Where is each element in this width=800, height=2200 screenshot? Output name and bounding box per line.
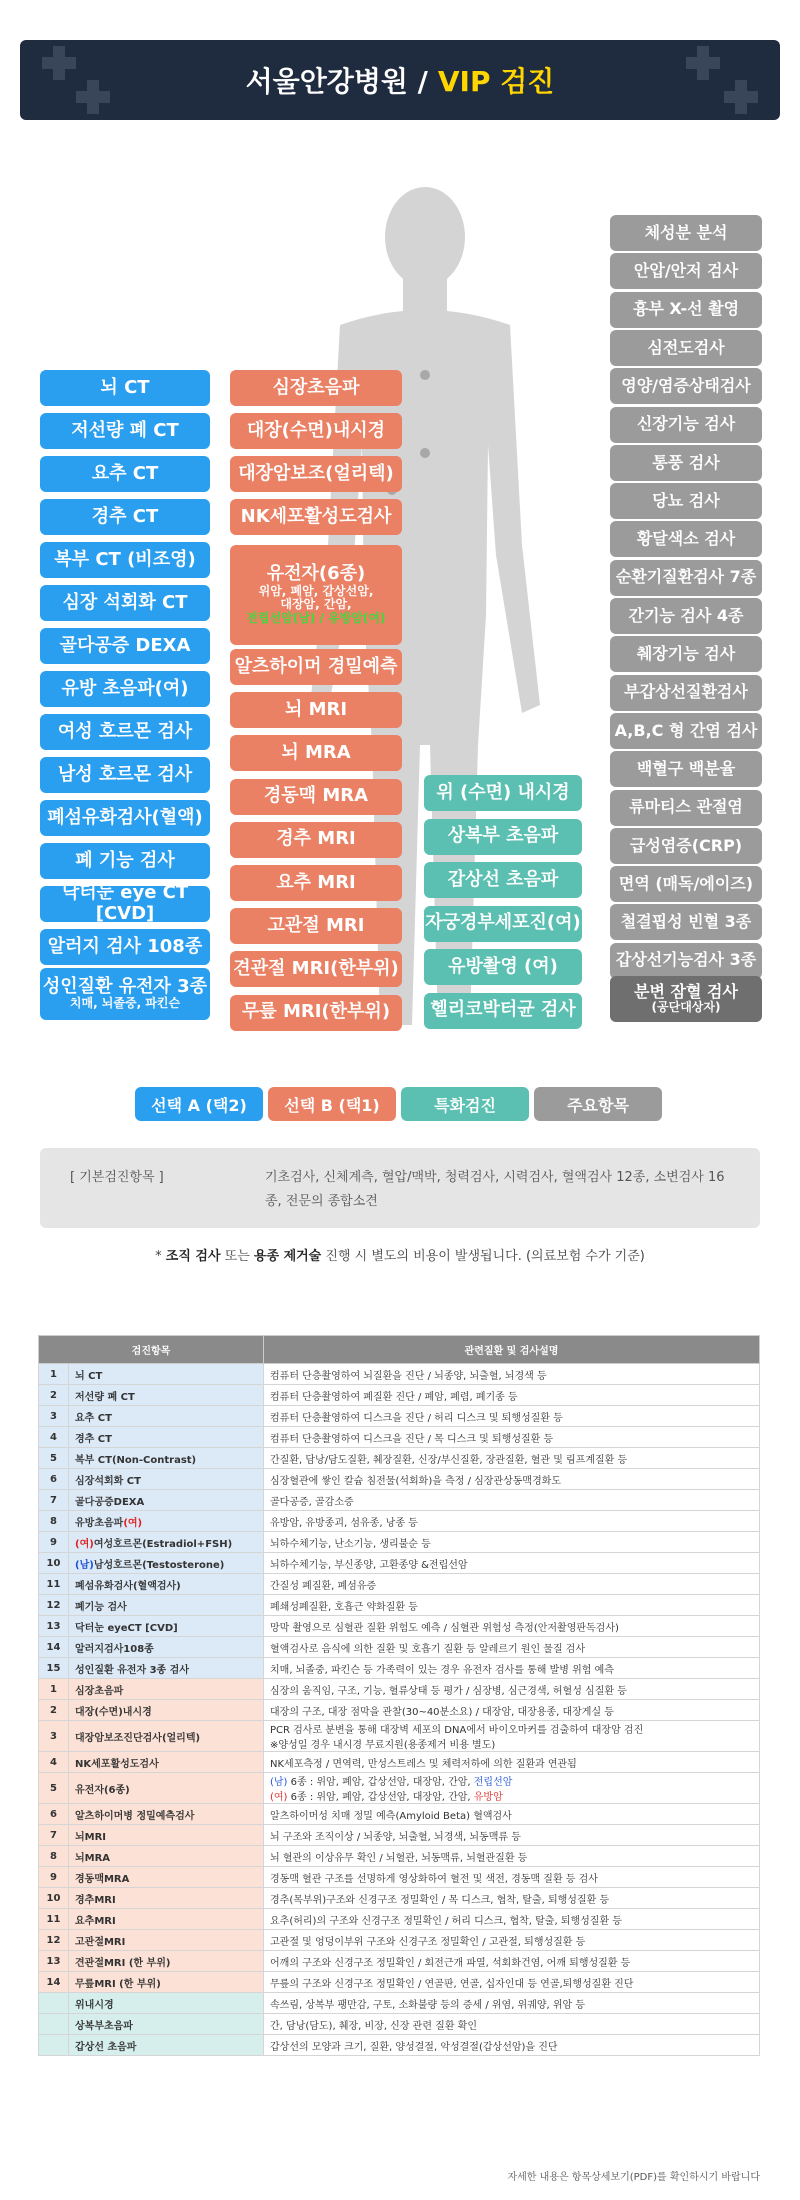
row-number: 13 xyxy=(39,1951,69,1972)
row-description: 혈액검사로 음식에 의한 질환 및 호흡기 질환 등 알레르기 원인 물질 검사 xyxy=(264,1637,760,1658)
exam-item[interactable]: 상복부 초음파 xyxy=(424,819,582,855)
row-description: 대장의 구조, 대장 점막을 관찰(30~40분소요) / 대장암, 대장용종, 대장게실 등 xyxy=(264,1700,760,1721)
exam-item[interactable]: 여성 호르몬 검사 xyxy=(40,714,210,750)
table-row xyxy=(39,1993,760,2014)
exam-item[interactable]: 알러지 검사 108종 xyxy=(40,929,210,965)
table-row xyxy=(39,2035,760,2056)
exam-item[interactable]: 뇌 MRA xyxy=(230,735,402,771)
exam-item[interactable]: 남성 호르몬 검사 xyxy=(40,757,210,793)
row-description: 골다공증, 골감소증 xyxy=(264,1490,760,1511)
exam-item[interactable]: 간기능 검사 4종 xyxy=(610,598,762,634)
row-description: 유방암, 유방종괴, 섬유종, 낭종 등 xyxy=(264,1511,760,1532)
row-description: 간, 담낭(담도), 췌장, 비장, 신장 관련 질환 확인 xyxy=(264,2014,760,2035)
exam-item[interactable]: 면역 (매독/에이즈) xyxy=(610,866,762,902)
row-number: 6 xyxy=(39,1804,69,1825)
row-description: 컴퓨터 단층촬영하여 폐질환 진단 / 폐암, 폐렴, 폐기종 등 xyxy=(264,1385,760,1406)
row-description: 간질성 폐질환, 폐섬유증 xyxy=(264,1574,760,1595)
row-number: 6 xyxy=(39,1469,69,1490)
row-item-name: 닥터눈 eyeCT [CVD] xyxy=(69,1616,264,1637)
row-number: 2 xyxy=(39,1385,69,1406)
row-item-name: 위내시경 xyxy=(69,1993,264,2014)
row-description: (남) 6종 : 위암, 폐암, 갑상선암, 대장암, 간암, 전립선암 (여) 6종 : 위암, 폐암, 갑상선암, 대장암, 간암, 유방암 xyxy=(264,1773,760,1804)
table-row xyxy=(39,1846,760,1867)
exam-item[interactable]: 폐 기능 검사 xyxy=(40,843,210,879)
row-item-name: 견관절MRI (한 부위) xyxy=(69,1951,264,1972)
table-row xyxy=(39,1448,760,1469)
exam-item[interactable]: 요추 MRI xyxy=(230,865,402,901)
row-item-name: 성인질환 유전자 3종 검사 xyxy=(69,1658,264,1679)
row-number: 11 xyxy=(39,1909,69,1930)
row-number: 8 xyxy=(39,1511,69,1532)
table-row xyxy=(39,1385,760,1406)
table-row xyxy=(39,1888,760,1909)
row-item-name: NK세포활성도검사 xyxy=(69,1752,264,1773)
row-description: 치매, 뇌졸중, 파킨슨 등 가족력이 있는 경우 유전자 검사를 통해 발병 위험 예측 xyxy=(264,1658,760,1679)
exam-item[interactable]: 닥터눈 eye CT [CVD] xyxy=(40,886,210,922)
table-row xyxy=(39,1616,760,1637)
exam-item[interactable]: 무릎 MRI(한부위) xyxy=(230,995,402,1031)
exam-item[interactable]: 췌장기능 검사 xyxy=(610,636,762,672)
table-row xyxy=(39,1490,760,1511)
row-number: 7 xyxy=(39,1490,69,1511)
row-description: 알츠하이머성 치매 정밀 예측(Amyloid Beta) 혈액검사 xyxy=(264,1804,760,1825)
row-description: 심장혈관에 쌓인 칼슘 침전물(석회화)을 측정 / 심장관상동맥경화도 xyxy=(264,1469,760,1490)
row-number: 14 xyxy=(39,1972,69,1993)
row-number: 3 xyxy=(39,1406,69,1427)
row-item-name: 갑상선 초음파 xyxy=(69,2035,264,2056)
row-description: 망막 촬영으로 심혈관 질환 위험도 예측 / 심혈관 위험성 측정(안저촬영판독검사) xyxy=(264,1616,760,1637)
table-row xyxy=(39,1825,760,1846)
exam-item[interactable]: 견관절 MRI(한부위) xyxy=(230,951,402,987)
row-number: 5 xyxy=(39,1773,69,1804)
option-b-gene-item[interactable]: 유전자(6종) 위암, 폐암, 갑상선암, 대장암, 간암, 전립선암(남) / 유방암(여) xyxy=(230,545,402,645)
row-item-name: 폐섬유화검사(혈액검사) xyxy=(69,1574,264,1595)
row-item-name: 경추MRI xyxy=(69,1888,264,1909)
row-number: 3 xyxy=(39,1721,69,1752)
row-item-name: 고관절MRI xyxy=(69,1930,264,1951)
exam-item[interactable]: 심장 석회화 CT xyxy=(40,585,210,621)
cross-decoration-icon xyxy=(76,80,110,114)
legend-option-a: 선택 A (택2) xyxy=(135,1087,263,1121)
table-row xyxy=(39,1637,760,1658)
main-item[interactable]: 분변 잠혈 검사 (공단대상자) xyxy=(610,976,762,1022)
table-row xyxy=(39,1595,760,1616)
row-description: 요추(허리)의 구조와 신경구조 정밀확인 / 허리 디스크, 협착, 탈출, 퇴행성질환 등 xyxy=(264,1909,760,1930)
table-row xyxy=(39,1658,760,1679)
exam-item[interactable]: 당뇨 검사 xyxy=(610,483,762,519)
table-row xyxy=(39,1930,760,1951)
row-number: 11 xyxy=(39,1574,69,1595)
row-item-name: 알츠하이머병 정밀예측검사 xyxy=(69,1804,264,1825)
row-description: 뇌하수체기능, 난소기능, 생리불순 등 xyxy=(264,1532,760,1553)
hospital-name: 서울안강병원 / xyxy=(245,65,428,98)
exam-item[interactable]: 폐섬유화검사(혈액) xyxy=(40,800,210,836)
row-description: 무릎의 구조와 신경구조 정밀확인 / 연골판, 연골, 십자인대 등 연골,퇴행성질환 진단 xyxy=(264,1972,760,1993)
exam-item[interactable]: 황달색소 검사 xyxy=(610,521,762,557)
table-row xyxy=(39,1679,760,1700)
exam-item[interactable]: 영양/염증상태검사 xyxy=(610,368,762,404)
table-row xyxy=(39,1773,760,1804)
row-item-name: 무릎MRI (한 부위) xyxy=(69,1972,264,1993)
row-item-name: 뇌MRA xyxy=(69,1846,264,1867)
row-description: 고관절 및 엉덩이부위 구조와 신경구조 정밀확인 / 고관절, 퇴행성질환 등 xyxy=(264,1930,760,1951)
table-row xyxy=(39,1511,760,1532)
legend-option-b: 선택 B (택1) xyxy=(268,1087,396,1121)
row-item-name: 뇌 CT xyxy=(69,1364,264,1385)
exam-item[interactable]: 순환기질환검사 7종 xyxy=(610,560,762,596)
table-row xyxy=(39,1364,760,1385)
option-a-item[interactable]: 성인질환 유전자 3종 치매, 뇌졸중, 파킨슨 xyxy=(40,968,210,1020)
row-number: 12 xyxy=(39,1595,69,1616)
cross-decoration-icon xyxy=(724,80,758,114)
row-number: 7 xyxy=(39,1825,69,1846)
table-row xyxy=(39,1574,760,1595)
exam-item[interactable]: A,B,C 형 간염 검사 xyxy=(610,713,762,749)
row-number: 1 xyxy=(39,1364,69,1385)
row-description: 갑상선의 모양과 크기, 질환, 양성결절, 악성결절(갑상선암)을 진단 xyxy=(264,2035,760,2056)
basic-exam-box xyxy=(40,1148,760,1228)
table-row xyxy=(39,1909,760,1930)
row-number: 9 xyxy=(39,1867,69,1888)
cross-decoration-icon xyxy=(686,46,720,80)
cross-decoration-icon xyxy=(42,46,76,80)
footer-note: 자세한 내용은 항목상세보기(PDF)를 확인하시기 바랍니다 xyxy=(507,2172,760,2183)
row-number: 8 xyxy=(39,1846,69,1867)
basic-exam-label: [ 기본검진항목 ] xyxy=(70,1170,164,1185)
exam-item[interactable]: 알츠하이머 경밀예측 xyxy=(230,649,402,685)
table-row xyxy=(39,1804,760,1825)
exam-item[interactable]: 심장초음파 xyxy=(230,370,402,406)
row-number: 10 xyxy=(39,1553,69,1574)
exam-item[interactable]: 헬리코박터균 검사 xyxy=(424,993,582,1029)
exam-item[interactable]: 백혈구 백분율 xyxy=(610,751,762,787)
row-number: 9 xyxy=(39,1532,69,1553)
cost-note: * 조직 검사 또는 용종 제거술 진행 시 별도의 비용이 발생됩니다. (의료보험 수가 기준) xyxy=(155,1249,645,1264)
exam-item[interactable]: 심전도검사 xyxy=(610,330,762,366)
row-description: 폐쇄성폐질환, 호흡근 약화질환 등 xyxy=(264,1595,760,1616)
row-item-name: 심장석회화 CT xyxy=(69,1469,264,1490)
row-item-name: (남)남성호르몬(Testosterone) xyxy=(69,1553,264,1574)
row-number xyxy=(39,2035,69,2056)
basic-exam-text: 기초검사, 신체계측, 혈압/맥박, 청력검사, 시력검사, 혈액검사 12종, 소변검사 16종, 전문의 종합소견 xyxy=(265,1170,725,1209)
row-description: 뇌하수체기능, 부신종양, 고환종양 &전립선암 xyxy=(264,1553,760,1574)
table-row xyxy=(39,1721,760,1752)
row-item-name: 대장암보조진단검사(얼리텍) xyxy=(69,1721,264,1752)
row-item-name: 상복부초음파 xyxy=(69,2014,264,2035)
row-description: 간질환, 담낭/담도질환, 췌장질환, 신장/부신질환, 장관질환, 혈관 및 림프계질환 등 xyxy=(264,1448,760,1469)
row-item-name: 요추 CT xyxy=(69,1406,264,1427)
row-number: 13 xyxy=(39,1616,69,1637)
row-number: 12 xyxy=(39,1930,69,1951)
row-description: 컴퓨터 단층촬영하여 뇌질환을 진단 / 뇌종양, 뇌출혈, 뇌경색 등 xyxy=(264,1364,760,1385)
row-item-name: 뇌MRI xyxy=(69,1825,264,1846)
exam-item[interactable]: 흉부 X-선 촬영 xyxy=(610,292,762,328)
exam-item[interactable]: 뇌 MRI xyxy=(230,692,402,728)
exam-item[interactable]: 유방촬영 (여) xyxy=(424,949,582,985)
row-number: 2 xyxy=(39,1700,69,1721)
row-description: NK세포측정 / 면역력, 만성스트레스 및 체력저하에 의한 질환과 연관됨 xyxy=(264,1752,760,1773)
table-row xyxy=(39,1532,760,1553)
exam-item[interactable]: 철결핍성 빈혈 3종 xyxy=(610,904,762,940)
row-number: 1 xyxy=(39,1679,69,1700)
exam-item[interactable]: 골다공증 DEXA xyxy=(40,628,210,664)
row-number: 5 xyxy=(39,1448,69,1469)
table-header-desc: 관련질환 및 검사설명 xyxy=(264,1336,760,1364)
exam-item[interactable]: 경추 CT xyxy=(40,499,210,535)
row-item-name: 유방초음파(여) xyxy=(69,1511,264,1532)
page-header xyxy=(20,40,780,120)
exam-table xyxy=(38,1335,760,2056)
exam-item[interactable]: 신장기능 검사 xyxy=(610,407,762,443)
exam-item[interactable]: 복부 CT (비조영) xyxy=(40,542,210,578)
row-item-name: 경동맥MRA xyxy=(69,1867,264,1888)
row-description: 심장의 움직임, 구조, 기능, 혈류상태 등 평가 / 심장병, 심근경색, 허혈성 심질환 등 xyxy=(264,1679,760,1700)
table-row xyxy=(39,1427,760,1448)
row-number: 14 xyxy=(39,1637,69,1658)
exam-item[interactable]: 안압/안저 검사 xyxy=(610,253,762,289)
table-row xyxy=(39,1406,760,1427)
table-row xyxy=(39,1553,760,1574)
row-description: 경동맥 혈관 구조를 선명하게 영상화하여 혈전 및 색전, 경동맥 질환 등 검사 xyxy=(264,1867,760,1888)
row-number xyxy=(39,2014,69,2035)
row-item-name: 유전자(6종) xyxy=(69,1773,264,1804)
row-description: 컴퓨터 단층촬영하여 디스크을 진단 / 목 디스크 및 퇴행성질환 등 xyxy=(264,1427,760,1448)
table-row xyxy=(39,1867,760,1888)
row-number: 4 xyxy=(39,1752,69,1773)
page-title: VIP 검진 xyxy=(437,65,555,98)
exam-item[interactable]: 뇌 CT xyxy=(40,370,210,406)
row-item-name: 대장(수면)내시경 xyxy=(69,1700,264,1721)
row-description: 컴퓨터 단층촬영하여 디스크을 진단 / 허리 디스크 및 퇴행성질환 등 xyxy=(264,1406,760,1427)
exam-item[interactable]: 유방 초음파(여) xyxy=(40,671,210,707)
row-item-name: 저선량 폐 CT xyxy=(69,1385,264,1406)
row-description: 뇌 구조와 조직이상 / 뇌종양, 뇌출혈, 뇌경색, 뇌동맥류 등 xyxy=(264,1825,760,1846)
exam-item[interactable]: 자궁경부세포진(여) xyxy=(424,906,582,942)
row-item-name: 경추 CT xyxy=(69,1427,264,1448)
exam-item[interactable]: 요추 CT xyxy=(40,456,210,492)
exam-item[interactable]: 위 (수면) 내시경 xyxy=(424,775,582,811)
row-number: 15 xyxy=(39,1658,69,1679)
table-row xyxy=(39,1972,760,1993)
row-number: 10 xyxy=(39,1888,69,1909)
exam-item[interactable]: 갑상선 초음파 xyxy=(424,862,582,898)
exam-item[interactable]: 경추 MRI xyxy=(230,822,402,858)
table-row xyxy=(39,2014,760,2035)
exam-item[interactable]: 고관절 MRI xyxy=(230,908,402,944)
exam-item[interactable]: 대장암보조(얼리텍) xyxy=(230,456,402,492)
row-item-name: 복부 CT(Non-Contrast) xyxy=(69,1448,264,1469)
exam-item[interactable]: NK세포활성도검사 xyxy=(230,499,402,535)
row-description: 어깨의 구조와 신경구조 정밀확인 / 회전근개 파열, 석회화건염, 어깨 퇴행성질환 등 xyxy=(264,1951,760,1972)
legend-main: 주요항목 xyxy=(534,1087,662,1121)
exam-item[interactable]: 부갑상선질환검사 xyxy=(610,675,762,711)
exam-item[interactable]: 저선량 폐 CT xyxy=(40,413,210,449)
row-item-name: 요추MRI xyxy=(69,1909,264,1930)
exam-item[interactable]: 체성분 분석 xyxy=(610,215,762,251)
table-header-item: 검진항목 xyxy=(39,1336,264,1364)
table-row xyxy=(39,1469,760,1490)
row-item-name: (여)여성호르몬(Estradiol+FSH) xyxy=(69,1532,264,1553)
exam-item[interactable]: 경동맥 MRA xyxy=(230,779,402,815)
row-number xyxy=(39,1993,69,2014)
row-description: 경추(목부위)구조와 신경구조 정밀확인 / 목 디스크, 협착, 탈출, 퇴행성질환 등 xyxy=(264,1888,760,1909)
exam-item[interactable]: 대장(수면)내시경 xyxy=(230,413,402,449)
legend-special: 특화검진 xyxy=(401,1087,529,1121)
row-description: 속쓰림, 상복부 팽만감, 구토, 소화불량 등의 증세 / 위염, 위궤양, 위암 등 xyxy=(264,1993,760,2014)
row-description: 뇌 혈관의 이상유무 확인 / 뇌혈관, 뇌동맥류, 뇌혈관질환 등 xyxy=(264,1846,760,1867)
table-row xyxy=(39,1951,760,1972)
table-row xyxy=(39,1752,760,1773)
table-row xyxy=(39,1700,760,1721)
row-item-name: 폐기능 검사 xyxy=(69,1595,264,1616)
row-item-name: 알러지검사108종 xyxy=(69,1637,264,1658)
row-item-name: 골다공증DEXA xyxy=(69,1490,264,1511)
row-number: 4 xyxy=(39,1427,69,1448)
exam-item[interactable]: 류마티스 관절염 xyxy=(610,790,762,826)
exam-item[interactable]: 급성염증(CRP) xyxy=(610,828,762,864)
row-item-name: 심장초음파 xyxy=(69,1679,264,1700)
exam-item[interactable]: 통풍 검사 xyxy=(610,445,762,481)
exam-item[interactable]: 갑상선기능검사 3종 xyxy=(610,943,762,979)
row-description: PCR 검사로 분변을 통해 대장벽 세포의 DNA에서 바이오마커를 검출하여 대장암 검진 ※양성일 경우 내시경 무료지원(용종제거 비용 별도) xyxy=(264,1721,760,1752)
